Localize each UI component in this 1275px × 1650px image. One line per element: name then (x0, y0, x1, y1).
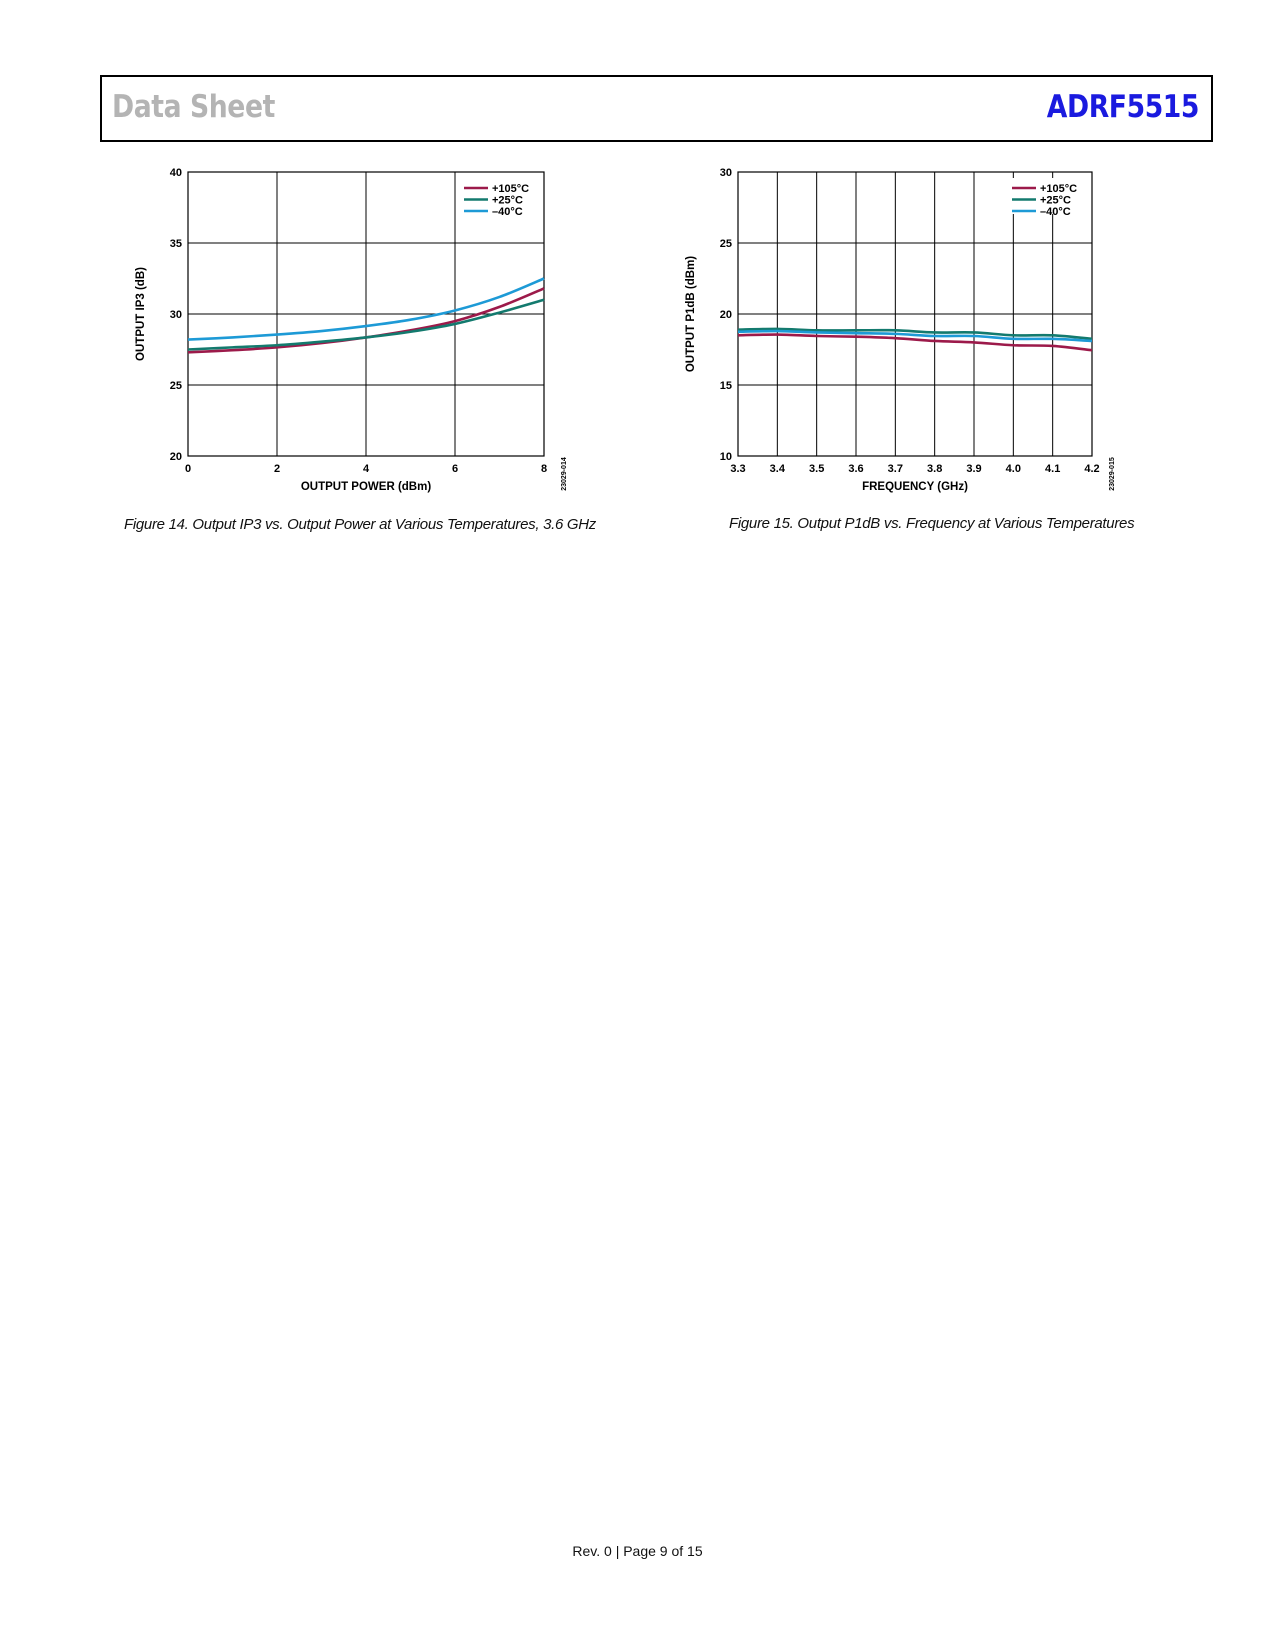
legend-label: +25°C (1040, 194, 1072, 207)
legend-label: +105°C (1040, 183, 1078, 195)
y-tick-label: 10 (719, 451, 732, 463)
figure-15-caption: Figure 15. Output P1dB vs. Frequency at Various Temperatures (729, 515, 1135, 532)
part-number-link[interactable]: ADRF5515 (1046, 89, 1199, 125)
series-line (738, 335, 1092, 351)
figure-code: 23029-015 (1109, 457, 1116, 491)
x-tick-label: 3.8 (927, 463, 943, 475)
x-tick-label: 3.5 (809, 463, 825, 475)
x-tick-label: 4.2 (1084, 463, 1100, 475)
x-tick-label: 6 (451, 463, 459, 475)
x-tick-label: 3.9 (966, 463, 982, 475)
y-tick-label: 20 (169, 451, 182, 463)
y-tick-label: 30 (169, 309, 182, 321)
x-tick-label: 0 (184, 463, 192, 475)
x-tick-label: 8 (540, 463, 548, 475)
y-tick-label: 25 (719, 238, 732, 250)
x-tick-label: 3.3 (730, 463, 746, 475)
page-footer: Rev. 0 | Page 9 of 15 (572, 1543, 703, 1559)
legend-label: +105°C (492, 183, 530, 195)
x-tick-label: 4 (362, 463, 370, 475)
x-tick-label: 4.1 (1045, 463, 1061, 475)
legend-label: –40°C (1040, 206, 1071, 218)
figure-code: 23029-014 (561, 457, 568, 491)
chart-output-ip3-vs-output-power (120, 160, 610, 510)
x-tick-label: 3.4 (769, 463, 785, 475)
y-tick-label: 25 (169, 380, 182, 392)
chart-output-p1db-vs-frequency (685, 160, 1180, 510)
x-axis-title: OUTPUT POWER (dBm) (300, 481, 432, 493)
y-tick-label: 35 (169, 238, 182, 250)
legend-label: –40°C (492, 206, 523, 218)
x-axis-title: FREQUENCY (GHz) (862, 481, 968, 493)
y-axis-title: OUTPUT P1dB (dBm) (685, 255, 697, 373)
y-tick-label: 15 (719, 380, 732, 392)
x-tick-label: 3.7 (887, 463, 903, 475)
y-axis-title: OUTPUT IP3 (dB) (135, 267, 147, 361)
x-tick-label: 2 (273, 463, 281, 475)
figure-14-caption: Figure 14. Output IP3 vs. Output Power at Various Temperatures, 3.6 GHz (124, 516, 596, 533)
document-type-label: Data Sheet (112, 89, 275, 125)
y-tick-label: 20 (719, 309, 732, 321)
x-tick-label: 4.0 (1005, 463, 1021, 475)
page-header (100, 75, 1213, 142)
y-tick-label: 30 (719, 167, 732, 179)
x-tick-label: 3.6 (848, 463, 864, 475)
legend-label: +25°C (492, 194, 524, 207)
y-tick-label: 40 (169, 167, 182, 179)
